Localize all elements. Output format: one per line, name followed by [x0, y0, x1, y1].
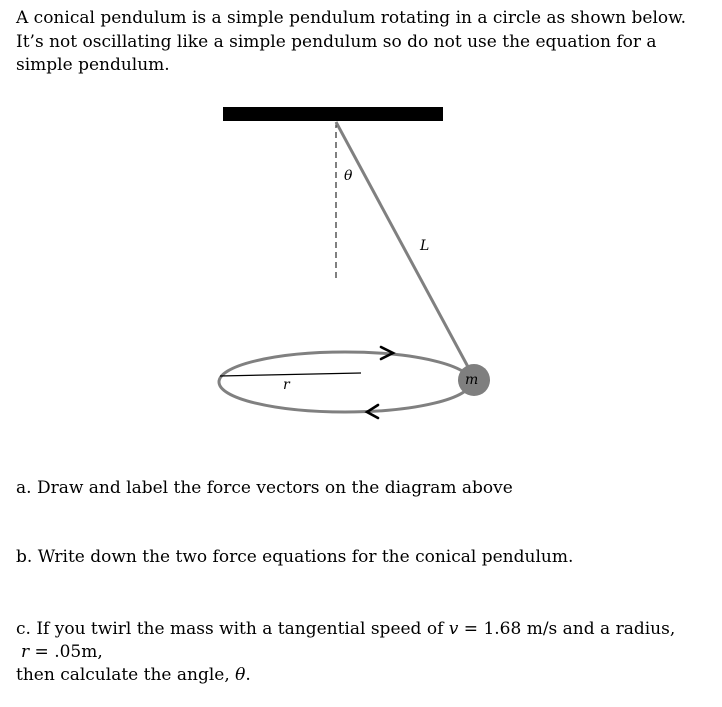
- question-c: [16, 618, 716, 687]
- mass-label: m: [465, 372, 479, 388]
- pendulum-string: [336, 122, 474, 378]
- question-c-radius-value: = .05m,: [29, 642, 103, 662]
- length-label: L: [420, 238, 430, 254]
- radius-symbol: r: [21, 642, 30, 662]
- question-c-line-1: [16, 618, 716, 641]
- question-c-period: .: [245, 665, 251, 685]
- theta-symbol: θ: [235, 665, 246, 685]
- velocity-symbol: v: [448, 619, 459, 639]
- radius-label: r: [283, 377, 290, 393]
- intro-paragraph: A conical pendulum is a simple pendulum rotating in a circle as shown below. It’s not oscillating like a simple pendulum so do not use the equation for a simple pendulum.: [16, 8, 687, 75]
- radius-line: [220, 373, 361, 376]
- question-b: b. Write down the two force equations for the conical pendulum.: [16, 547, 574, 567]
- question-c-line-3: [16, 664, 716, 687]
- question-c-prefix: c. If you twirl the mass with a tangential speed of: [16, 619, 449, 639]
- question-a: a. Draw and label the force vectors on the diagram above: [16, 478, 513, 498]
- circular-orbit-path: [219, 352, 471, 412]
- ceiling-bar: [223, 107, 443, 121]
- question-c-instruction: then calculate the angle,: [16, 665, 236, 685]
- question-c-velocity-value: = 1.68 m/s and a radius,: [458, 619, 676, 639]
- angle-label: θ: [344, 168, 353, 184]
- question-c-line-2: [16, 641, 716, 664]
